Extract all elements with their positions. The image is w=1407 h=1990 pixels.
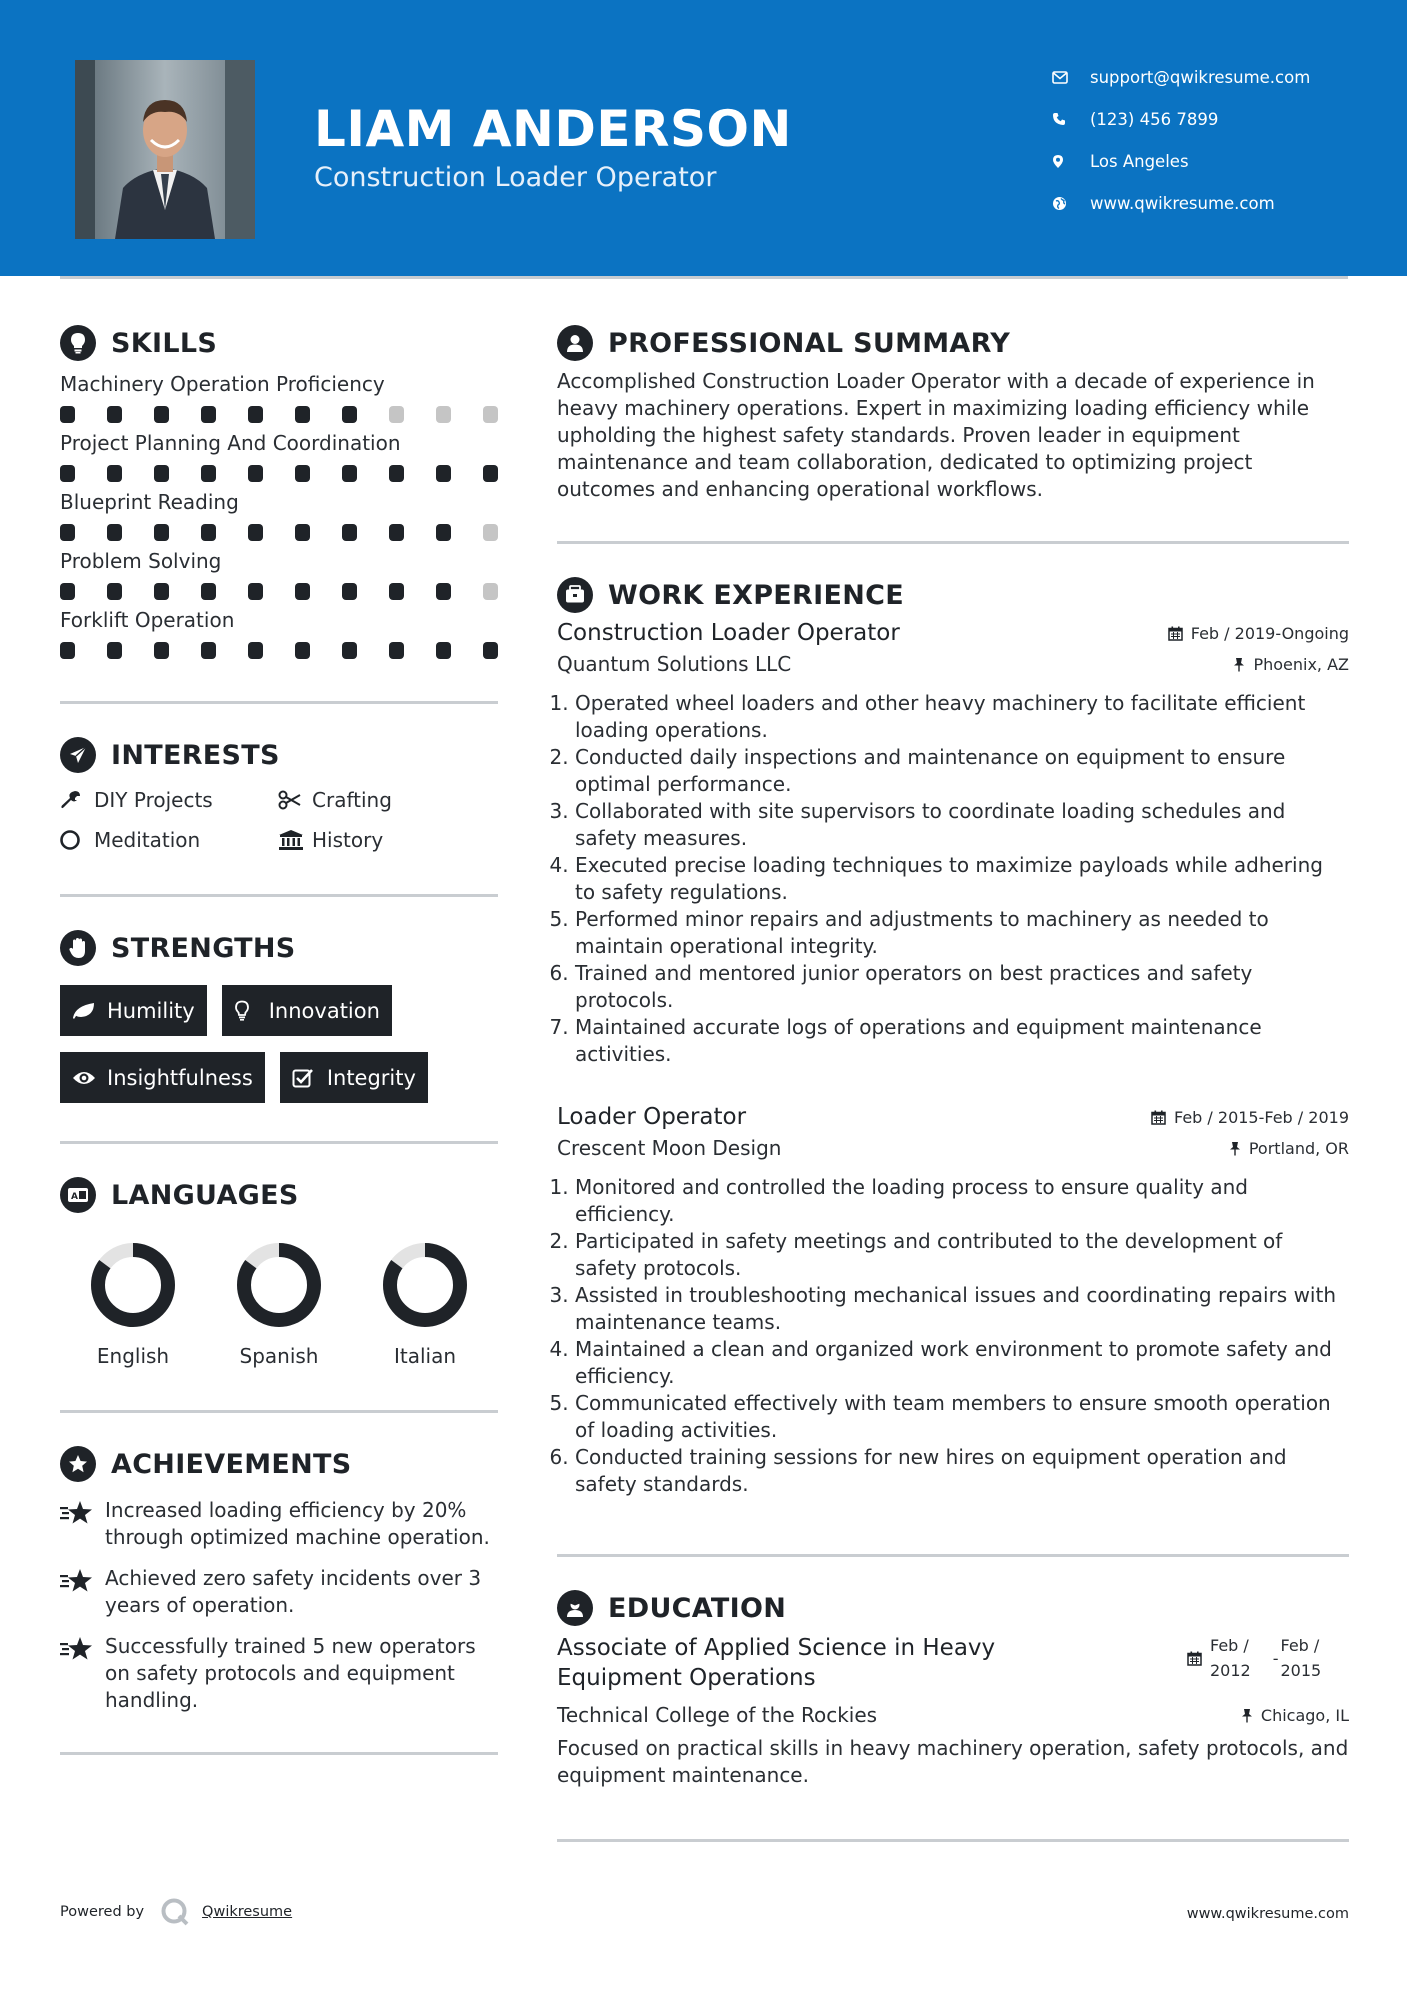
rating-dot [60,524,75,541]
duty-item: 1. Monitored and controlled the loading process to ensure quality and efficiency. [575,1174,1349,1228]
strengths-list [60,985,498,1103]
duty-item: 4. Executed precise loading techniques to maximize payloads while adhering to safety regulations. [575,852,1349,906]
graduate-icon [557,1590,593,1626]
map-pin-icon [1052,154,1090,169]
eye-icon [72,1070,107,1086]
language-label: Spanish [239,1344,319,1368]
interests-heading [60,732,498,778]
job-date [1151,1108,1349,1127]
contact-email-text: support@qwikresume.com [1090,67,1311,87]
briefcase-icon [557,577,593,613]
interests-title: INTERESTS [111,739,280,771]
duty-item: 6. Trained and mentored junior operators on best practices and safety protocols. [575,960,1349,1014]
star-badge-icon [60,1446,96,1482]
rating-dot [436,406,451,423]
profile-photo [75,60,255,239]
rating-dot [436,465,451,482]
strength-label: Humility [107,998,195,1023]
interest-item [60,788,278,812]
education-location [1241,1706,1349,1725]
interests-list [60,788,498,852]
languages-list [60,1242,498,1368]
globe-icon [1052,196,1090,211]
wrench-icon [60,789,94,811]
skill-item [60,490,498,541]
rating-dot [154,406,169,423]
contact-list [1052,56,1352,224]
section-divider [60,1752,498,1755]
rating-dot [60,583,75,600]
rating-dot [295,524,310,541]
right-column [557,320,1349,1842]
experience-heading [557,572,1349,618]
job-location [1233,655,1349,674]
rating-dot [107,524,122,541]
rating-dot [201,524,216,541]
calendar-icon [1151,1110,1166,1125]
interest-label: History [312,828,384,852]
summary-title: PROFESSIONAL SUMMARY [608,327,1011,359]
summary-text: Accomplished Construction Loader Operator with a decade of experience in heavy machinery operations. Expert in maximizing loading efficiency while upholding the highest safety standards. Proven leader in equipment maintenance and team collaboration, dedicated to optimizing project outcomes and enhancing operational workflows. [557,369,1315,501]
achievement-text: Achieved zero safety incidents over 3 years of operation. [105,1566,482,1617]
job-location-text: Portland, OR [1248,1138,1349,1158]
pin-icon [1229,1141,1241,1156]
achievement-text: Successfully trained 5 new operators on safety protocols and equipment handling. [105,1634,476,1712]
rating-dot [60,642,75,659]
skill-name: Blueprint Reading [60,490,239,514]
rating-dot [60,465,75,482]
rating-dot [154,583,169,600]
calendar-icon [1168,626,1183,641]
rating-dot [295,465,310,482]
company-name: Quantum Solutions LLC [557,652,792,676]
check-square-icon [292,1067,327,1089]
education-start-month: Feb / [1210,1636,1249,1655]
duty-item: 2. Conducted daily inspections and maintenance on equipment to ensure optimal performance. [575,744,1349,798]
rating-dot [389,524,404,541]
strength-tag [60,1052,265,1103]
rating-dot [107,465,122,482]
skills-title: SKILLS [111,327,218,359]
interest-label: Crafting [312,788,392,812]
job-entry [557,620,1349,1068]
rating-dot [483,524,498,541]
skill-rating [60,642,498,659]
language-item [60,1242,206,1368]
rating-dot [389,583,404,600]
achievements-list [60,1497,498,1714]
rating-dot [60,406,75,423]
school-name: Technical College of the Rockies [557,1703,878,1727]
rating-dot [483,406,498,423]
achievement-item [60,1565,498,1619]
language-label: Italian [393,1344,457,1368]
job-location [1229,1139,1349,1158]
star-icon [60,1497,105,1551]
education-end-year: 2015 [1280,1661,1322,1680]
section-divider [60,894,498,897]
duty-item: 3. Assisted in troubleshooting mechanical issues and coordinating repairs with maintenance teams. [575,1282,1349,1336]
experience-title: WORK EXPERIENCE [608,579,904,611]
paper-plane-icon [60,737,96,773]
education-heading [557,1585,1349,1631]
star-icon [60,1565,105,1619]
duty-item: 1. Operated wheel loaders and other heavy machinery to facilitate efficient loading operations. [575,690,1349,744]
education-description: Focused on practical skills in heavy machinery operation, safety protocols, and equipment maintenance. [557,1736,1349,1787]
job-title: Construction Loader Operator [557,620,900,646]
rating-dot [154,465,169,482]
duty-item: 7. Maintained accurate logs of operations and equipment maintenance activities. [575,1014,1349,1068]
rating-dot [248,406,263,423]
resume-header [0,0,1407,276]
contact-location-text: Los Angeles [1090,151,1189,171]
education-date [1187,1633,1349,1683]
summary-heading [557,320,1349,366]
rating-dot [342,642,357,659]
rating-dot [201,406,216,423]
skill-rating [60,583,498,600]
skill-name: Machinery Operation Proficiency [60,372,385,396]
rating-dot [248,524,263,541]
powered-by-text: Powered by [60,1904,145,1920]
rating-dot [248,642,263,659]
skill-name: Forklift Operation [60,608,235,632]
section-divider [557,1554,1349,1557]
rating-dot [295,642,310,659]
rating-dot [389,465,404,482]
education-title: EDUCATION [608,1592,787,1624]
rating-dot [107,406,122,423]
language-level-ring [236,1242,322,1328]
rating-dot [107,583,122,600]
duty-item: 5. Communicated effectively with team members to ensure smooth operation of loading activities. [575,1390,1349,1444]
section-divider [60,1141,498,1144]
skill-rating [60,406,498,423]
rating-dot [342,406,357,423]
skill-item [60,431,498,482]
duty-item: 4. Maintained a clean and organized work environment to promote safety and efficiency. [575,1336,1349,1390]
rating-dot [483,642,498,659]
interest-label: DIY Projects [94,788,213,812]
strength-label: Integrity [326,1065,416,1090]
rating-dot [342,524,357,541]
job-date-text: Feb / 2019-Ongoing [1190,624,1349,643]
footer-powered-by [60,1897,292,1927]
skill-rating [60,524,498,541]
hand-icon [60,930,96,966]
interest-item [60,828,278,852]
skill-name: Project Planning And Coordination [60,431,401,455]
strength-label: Insightfulness [107,1065,253,1090]
achievement-text: Increased loading efficiency by 20% through optimized machine operation. [105,1498,490,1549]
language-level-ring [90,1242,176,1328]
duty-item: 5. Performed minor repairs and adjustments to machinery as needed to maintain operational integrity. [575,906,1349,960]
interest-item [278,788,498,812]
education-date-separator: - [1272,1648,1279,1668]
contact-phone-text: (123) 456 7899 [1090,109,1219,129]
company-name: Crescent Moon Design [557,1136,782,1160]
header-divider [60,276,1348,279]
strengths-title: STRENGTHS [111,932,296,964]
rating-dot [295,583,310,600]
achievement-item [60,1633,498,1714]
strength-tag [60,985,207,1036]
job-date [1168,624,1349,643]
leaf-icon [72,1002,107,1020]
languages-heading [60,1172,498,1218]
section-divider [557,1839,1349,1842]
section-divider [60,701,498,704]
rating-dot [201,465,216,482]
rating-dot [389,642,404,659]
job-entry [557,1104,1349,1498]
rating-dot [201,583,216,600]
duty-item: 3. Collaborated with site supervisors to coordinate loading schedules and safety measures. [575,798,1349,852]
skills-heading [60,320,498,366]
strengths-heading [60,925,498,971]
circle-icon [60,829,94,851]
contact-phone[interactable] [1052,98,1352,140]
skill-item [60,372,498,423]
achievements-title: ACHIEVEMENTS [111,1448,352,1480]
education-entry [557,1633,1349,1789]
scissors-icon [278,790,312,810]
achievements-heading [60,1441,498,1487]
language-item [352,1242,498,1368]
qwikresume-link[interactable]: Qwikresume [202,1904,293,1920]
skill-item [60,549,498,600]
left-column [60,320,498,1755]
star-icon [60,1633,105,1714]
user-icon [557,325,593,361]
education-start-year: 2012 [1210,1661,1251,1680]
job-duties [557,690,1349,1068]
rating-dot [389,406,404,423]
job-date-text: Feb / 2015-Feb / 2019 [1174,1108,1349,1127]
skill-name: Problem Solving [60,549,222,573]
skill-item [60,608,498,659]
section-divider [557,541,1349,544]
strength-tag [222,985,392,1036]
rating-dot [483,583,498,600]
candidate-role: Construction Loader Operator [314,162,717,193]
strength-tag [280,1052,428,1103]
languages-title: LANGUAGES [111,1179,299,1211]
language-level-ring [382,1242,468,1328]
contact-location [1052,140,1352,182]
candidate-name: LIAM ANDERSON [314,100,792,158]
interest-item [278,828,498,852]
rating-dot [201,642,216,659]
rating-dot [248,465,263,482]
rating-dot [436,642,451,659]
contact-email[interactable] [1052,56,1352,98]
rating-dot [154,524,169,541]
skill-rating [60,465,498,482]
rating-dot [436,524,451,541]
language-icon [60,1177,96,1213]
strength-label: Innovation [268,998,380,1023]
duty-item: 6. Conducted training sessions for new hires on equipment operation and safety standards. [575,1444,1349,1498]
rating-dot [107,642,122,659]
rating-dot [154,642,169,659]
phone-icon [1052,112,1090,126]
interest-label: Meditation [94,828,201,852]
bank-icon [278,829,312,851]
contact-website[interactable] [1052,182,1352,224]
language-item [206,1242,352,1368]
svg-text:A: A [71,1192,78,1202]
qwikresume-logo-icon [160,1897,190,1927]
rating-dot [295,406,310,423]
duty-item: 2. Participated in safety meetings and contributed to the development of safety protocols. [575,1228,1349,1282]
rating-dot [342,465,357,482]
rating-dot [342,583,357,600]
achievement-item [60,1497,498,1551]
job-title: Loader Operator [557,1104,747,1130]
education-end-month: Feb / [1280,1636,1320,1655]
rating-dot [483,465,498,482]
envelope-icon [1052,71,1090,84]
rating-dot [436,583,451,600]
language-label: English [96,1344,170,1368]
job-duties [557,1174,1349,1498]
lightbulb-icon [234,1000,269,1022]
degree-title: Associate of Applied Science in Heavy Equipment Operations [557,1635,996,1691]
rating-dot [248,583,263,600]
pin-icon [1233,657,1245,672]
footer-website[interactable]: www.qwikresume.com [1186,1906,1349,1922]
education-location-text: Chicago, IL [1260,1705,1349,1725]
pin-icon [1241,1708,1253,1723]
lightbulb-icon [60,325,96,361]
section-divider [60,1410,498,1413]
calendar-icon [1187,1651,1202,1666]
job-location-text: Phoenix, AZ [1253,654,1349,674]
contact-website-text: www.qwikresume.com [1090,193,1275,213]
